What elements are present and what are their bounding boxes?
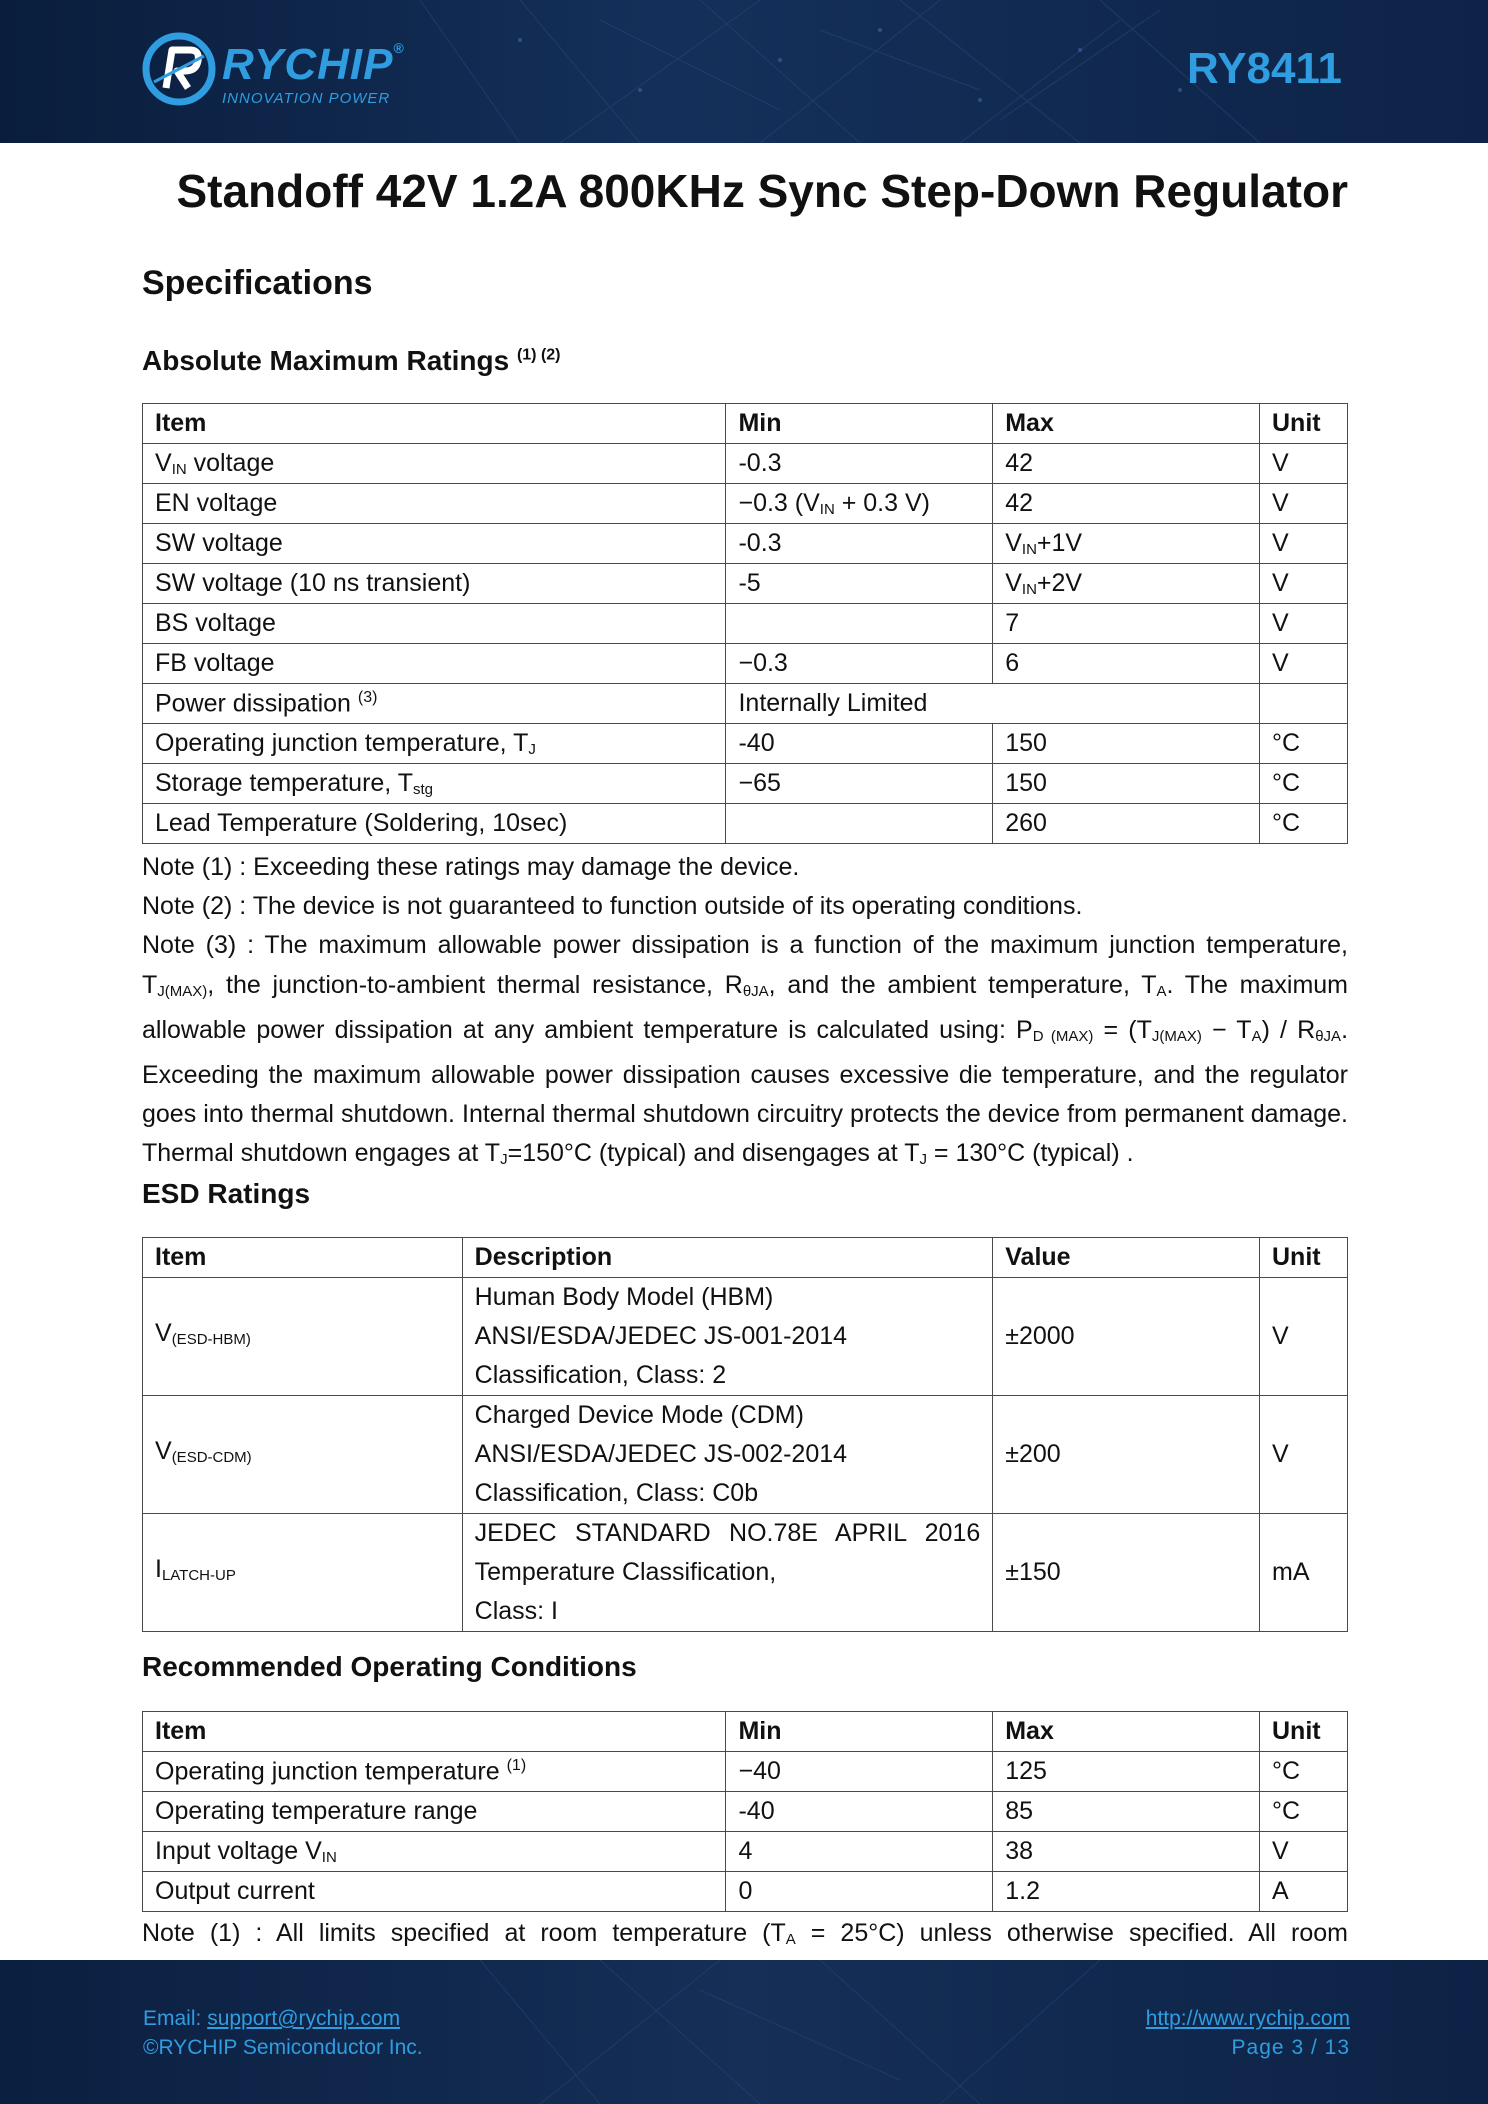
table-row: [143, 1752, 1348, 1792]
unit-cell: V: [1260, 1396, 1348, 1514]
item-cell: Power dissipation $^{(3)}$: [143, 684, 726, 724]
unit-cell: V: [1260, 644, 1348, 684]
table-row: [143, 1278, 1348, 1396]
unit-cell: V: [1260, 1832, 1348, 1872]
col-header: Item: [143, 1238, 463, 1278]
table-row: [143, 564, 1348, 604]
max-cell: 1.2: [993, 1872, 1260, 1912]
description-line: ANSI/ESDA/JEDEC JS-001-2014: [474, 1322, 848, 1350]
description-line: Classification, Class: C0b: [474, 1479, 759, 1507]
value-cell: ±150: [993, 1514, 1260, 1632]
document-title: Standoff 42V 1.2A 800KHz Sync Step-Down Regulator: [176, 165, 1348, 217]
note-2: Note (2) : The device is not guaranteed to function outside of its operating conditions.: [142, 892, 1083, 921]
table-row: [143, 524, 1348, 564]
description-line: ANSI/ESDA/JEDEC JS-002-2014: [474, 1440, 848, 1468]
unit-cell: V: [1260, 524, 1348, 564]
item-cell: FB voltage: [143, 644, 726, 684]
footer-email: Email: support@rychip.com: [143, 2007, 401, 2030]
footer-right: [1146, 2004, 1350, 2062]
part-number: RY8411: [1187, 44, 1342, 93]
item-cell: $V_{(ESD-CDM)}$: [143, 1396, 463, 1514]
abs-max-heading-notes: (1) (2): [516, 346, 561, 364]
table-row: [143, 804, 1348, 844]
section-title: Specifications: [142, 264, 373, 302]
max-cell: 150: [993, 724, 1260, 764]
min-cell: -0.3: [726, 524, 993, 564]
roc-table: [142, 1711, 1348, 1912]
unit-cell: °C: [1260, 804, 1348, 844]
max-cell: $V_{IN}+1V$: [993, 524, 1260, 564]
page-number: Page 3 / 13: [1231, 2036, 1350, 2059]
value-cell: ±200: [993, 1396, 1260, 1514]
esd-heading: ESD Ratings: [142, 1178, 311, 1209]
abs-max-table: [142, 403, 1348, 844]
description-line: Human Body Model (HBM): [474, 1283, 774, 1311]
min-cell: −0.3 ($V_{IN} + 0.3$ V): [726, 484, 993, 524]
roc-note: Note (1) : All limits specified at room temperature $(T_A = 25^\circ C)$ unless otherwise specified. All room: [142, 1919, 1348, 1948]
item-cell: Output current: [143, 1872, 726, 1912]
item-cell: Lead Temperature (Soldering, 10sec): [143, 804, 726, 844]
unit-cell: V: [1260, 1278, 1348, 1396]
description-line: Charged Device Mode (CDM): [474, 1401, 804, 1429]
item-cell: BS voltage: [143, 604, 726, 644]
description-line: Class: I: [474, 1597, 559, 1625]
col-header: Min: [726, 404, 993, 444]
brand-tagline: INNOVATION POWER: [222, 90, 391, 107]
min-cell: -40: [726, 1792, 993, 1832]
col-header: Max: [993, 404, 1260, 444]
description-line: Temperature Classification,: [474, 1558, 777, 1586]
table-row: [143, 484, 1348, 524]
page-footer: [0, 1960, 1488, 2104]
table-row: [143, 604, 1348, 644]
item-cell: Input voltage $V_{IN}$: [143, 1832, 726, 1872]
unit-cell: [1260, 684, 1348, 724]
min-cell: 4: [726, 1832, 993, 1872]
item-cell: Operating junction temperature, $T_J$: [143, 724, 726, 764]
table-row: [143, 684, 1348, 724]
col-header: Unit: [1260, 1238, 1348, 1278]
website-link[interactable]: http://www.rychip.com: [1145, 2007, 1350, 2030]
brand-name: RYCHIP®: [222, 40, 405, 89]
max-cell: 42: [993, 444, 1260, 484]
col-header: Unit: [1260, 404, 1348, 444]
table-row: [143, 444, 1348, 484]
table-header-row: [143, 1238, 1348, 1278]
table-row: [143, 1396, 1348, 1514]
table-row: [143, 764, 1348, 804]
description-cell: [462, 1396, 993, 1514]
col-header: Description: [462, 1238, 993, 1278]
min-max-cell: Internally Limited: [726, 684, 1260, 724]
description-cell: [462, 1278, 993, 1396]
abs-max-heading: Absolute Maximum Ratings $^{(1) (2)}$: [142, 345, 561, 376]
min-cell: 0: [726, 1872, 993, 1912]
col-header: Max: [993, 1712, 1260, 1752]
unit-cell: mA: [1260, 1514, 1348, 1632]
unit-cell: °C: [1260, 1792, 1348, 1832]
item-cell: $V_{IN}$ voltage: [143, 444, 726, 484]
min-cell: [726, 804, 993, 844]
col-header: Unit: [1260, 1712, 1348, 1752]
max-cell: 7: [993, 604, 1260, 644]
col-header: Item: [143, 404, 726, 444]
max-cell: 150: [993, 764, 1260, 804]
max-cell: 6: [993, 644, 1260, 684]
roc-heading: Recommended Operating Conditions: [142, 1651, 637, 1682]
email-link[interactable]: support@rychip.com: [207, 2007, 401, 2030]
max-cell: 85: [993, 1792, 1260, 1832]
item-cell: Operating temperature range: [143, 1792, 726, 1832]
min-cell: [726, 604, 993, 644]
unit-cell: V: [1260, 564, 1348, 604]
unit-cell: V: [1260, 444, 1348, 484]
min-cell: -40: [726, 724, 993, 764]
table-row: [143, 1872, 1348, 1912]
table-header-row: [143, 404, 1348, 444]
description-line: JEDEC STANDARD NO.78E APRIL 2016: [474, 1519, 981, 1547]
unit-cell: °C: [1260, 724, 1348, 764]
max-cell: 38: [993, 1832, 1260, 1872]
min-cell: −40: [726, 1752, 993, 1792]
description-cell: [462, 1514, 993, 1632]
max-cell: 125: [993, 1752, 1260, 1792]
item-cell: EN voltage: [143, 484, 726, 524]
item-cell: Operating junction temperature $^{(1)}$: [143, 1752, 726, 1792]
value-cell: ±2000: [993, 1278, 1260, 1396]
min-cell: −65: [726, 764, 993, 804]
table-row: [143, 1832, 1348, 1872]
table-header-row: [143, 1712, 1348, 1752]
max-cell: $V_{IN}+2V$: [993, 564, 1260, 604]
abs-max-notes: [142, 848, 1348, 1180]
table-row: [143, 1514, 1348, 1632]
unit-cell: A: [1260, 1872, 1348, 1912]
col-header: Item: [143, 1712, 726, 1752]
min-cell: -5: [726, 564, 993, 604]
note-3: Note (3) : The maximum allowable power dissipation is a function of the maximum junction temperature, $T_{J(MAX)}$, the junction-to-ambient thermal resistance, $R_{\theta JA}$, and the ambient temperature, $T_A$. The maximum allowable power dissipation at any ambient temperature is calculated using: $P_{D (MAX)} = (T_{J(MAX)} - T_A) / R_{\theta JA}$. Exceeding the maximum allowable power dissipation causes excessive die temperature, and the regulator goes into thermal shutdown. Internal thermal shutdown circuitry protects the device from permanent damage. Thermal shutdown engages at $T_J=150^\circ C$ (typical) and disengages at $T_J = 130^\circ C$ (typical) .: [142, 931, 1349, 1169]
note-1: Note (1) : Exceeding these ratings may damage the device.: [142, 853, 800, 881]
description-line: Classification, Class: 2: [474, 1361, 727, 1389]
col-header: Min: [726, 1712, 993, 1752]
max-cell: 42: [993, 484, 1260, 524]
rychip-logo-icon: [140, 30, 218, 108]
col-header: Value: [993, 1238, 1260, 1278]
table-row: [143, 644, 1348, 684]
unit-cell: °C: [1260, 1752, 1348, 1792]
max-cell: 260: [993, 804, 1260, 844]
min-cell: -0.3: [726, 444, 993, 484]
item-cell: $I_{LATCH-UP}$: [143, 1514, 463, 1632]
item-cell: Storage temperature, $T_{stg}$: [143, 764, 726, 804]
unit-cell: °C: [1260, 764, 1348, 804]
item-cell: $V_{(ESD-HBM)}$: [143, 1278, 463, 1396]
item-cell: SW voltage: [143, 524, 726, 564]
footer-copyright: ©RYCHIP Semiconductor Inc.: [143, 2036, 423, 2059]
page-header: [0, 0, 1488, 143]
table-row: [143, 1792, 1348, 1832]
unit-cell: V: [1260, 604, 1348, 644]
item-cell: SW voltage (10 ns transient): [143, 564, 726, 604]
footer-left: [143, 2004, 423, 2062]
esd-table: [142, 1237, 1348, 1632]
table-row: [143, 724, 1348, 764]
min-cell: −0.3: [726, 644, 993, 684]
unit-cell: V: [1260, 484, 1348, 524]
